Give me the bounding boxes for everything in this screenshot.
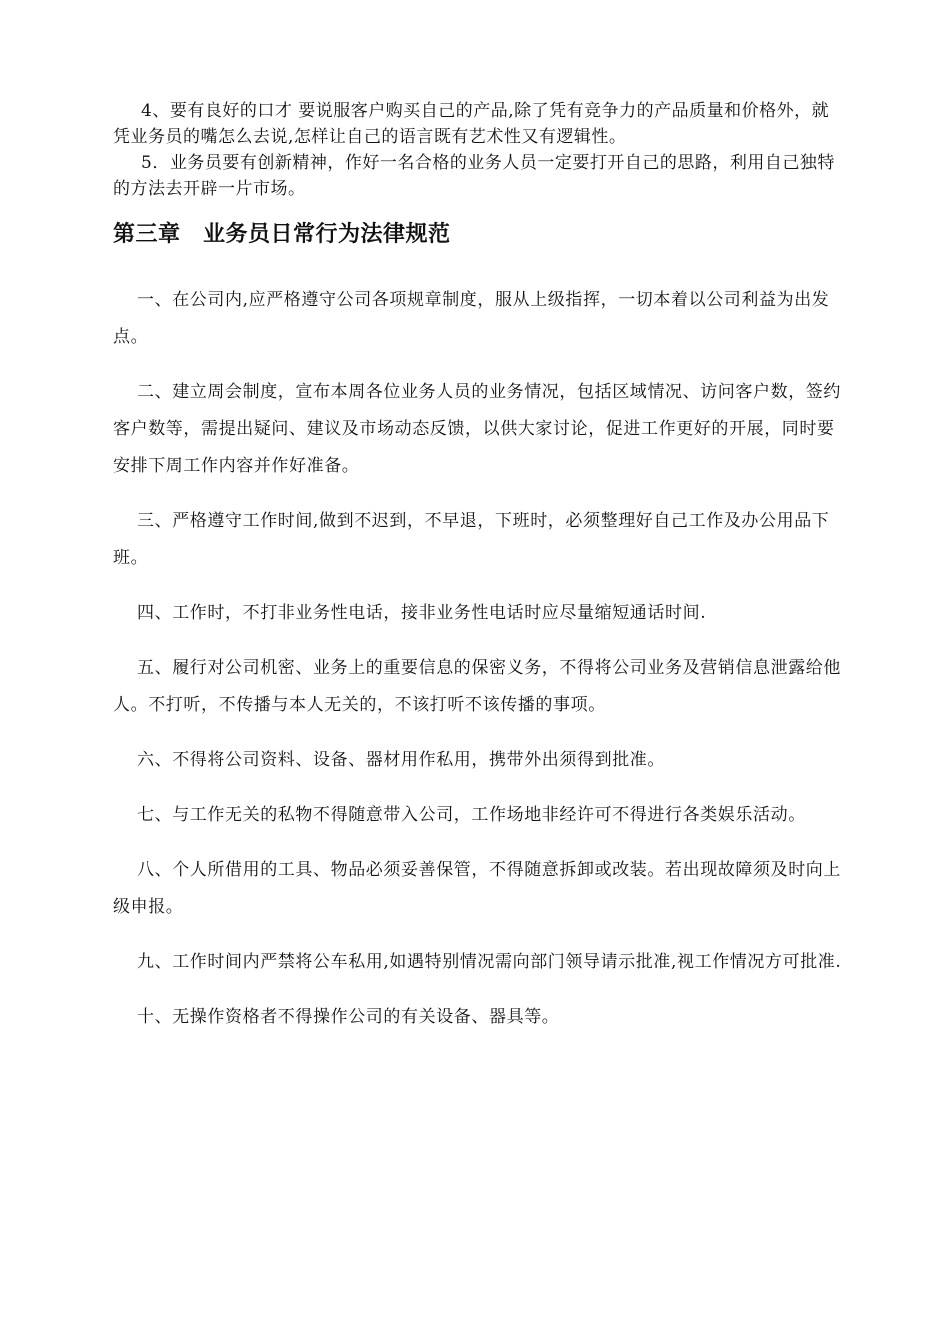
- intro-paragraph-4: 4、要有良好的口才 要说服客户购买自己的产品,除了凭有竞争力的产品质量和价格外，就凭业务员的嘴怎么去说,怎样让自己的语言既有艺术性又有逻辑性。: [113, 101, 830, 147]
- rule-item-10: 十、无操作资格者不得操作公司的有关设备、器具等。: [137, 1007, 560, 1027]
- rules-list: [113, 282, 843, 1054]
- chapter-title: 第三章 业务员日常行为法律规范: [113, 222, 451, 247]
- rule-item-9: 九、工作时间内严禁将公车私用,如遇特别情况需向部门领导请示批准,视工作情况方可批准.: [137, 952, 842, 972]
- rule-item-5: 五、履行对公司机密、业务上的重要信息的保密义务，不得将公司业务及营销信息泄露给他人。不打听，不传播与本人无关的，不该打听不该传播的事项。: [113, 658, 841, 715]
- rule-item-4: 四、工作时，不打非业务性电话，接非业务性电话时应尽量缩短通话时间.: [137, 603, 707, 623]
- intro-paragraph-5: 5．业务员要有创新精神，作好一名合格的业务人员一定要打开自己的思路，利用自己独特的方法去开辟一片市场。: [113, 153, 835, 199]
- rule-item-7: 七、与工作无关的私物不得随意带入公司，工作场地非经许可不得进行各类娱乐活动。: [137, 805, 806, 825]
- rule-item-1: 一、在公司内,应严格遵守公司各项规章制度，服从上级指挥，一切本着以公司利益为出发点。: [113, 290, 830, 347]
- rule-item-8: 八、个人所借用的工具、物品必须妥善保管，不得随意拆卸或改装。若出现故障须及时向上级申报。: [113, 860, 841, 917]
- rule-item-2: 二、建立周会制度，宣布本周各位业务人员的业务情况，包括区域情况、访问客户数，签约客户数等，需提出疑问、建议及市场动态反馈，以供大家讨论，促进工作更好的开展，同时要安排下周工作内容并作好准备。: [113, 382, 841, 476]
- rule-item-6: 六、不得将公司资料、设备、器材用作私用，携带外出须得到批准。: [137, 750, 665, 770]
- intro-block: [113, 98, 843, 202]
- rule-item-3: 三、严格遵守工作时间,做到不迟到，不早退，下班时，必须整理好自己工作及办公用品下班。: [113, 511, 830, 568]
